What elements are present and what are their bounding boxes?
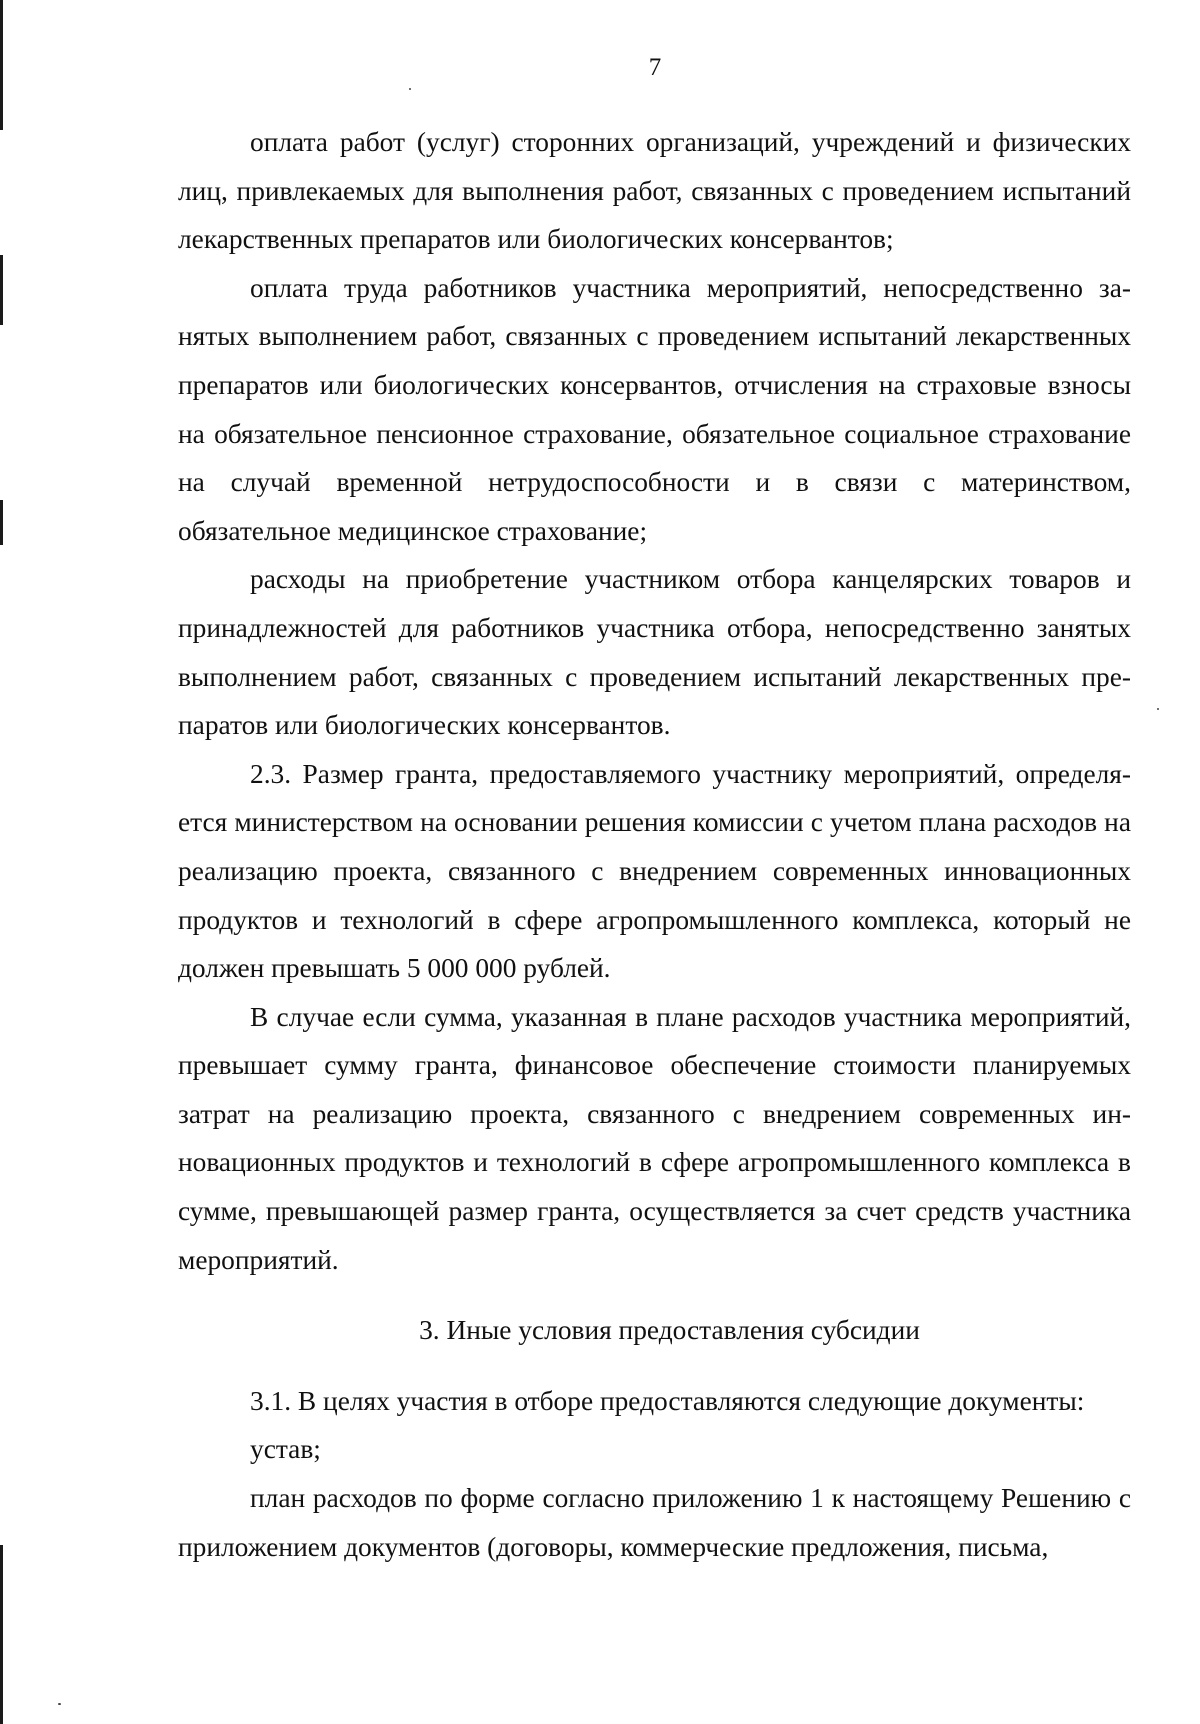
section-heading: 3. Иные условия предоставления субсидии <box>419 1315 920 1346</box>
scan-speck <box>58 1703 61 1705</box>
page-number: 7 <box>648 54 662 81</box>
paragraph: оплата работ (услуг) сторонних организаций, учреждений и физических лиц, привлекаемых для выполнения работ, связанных с проведением испытаний лекарственных препаратов или биологических консервантов; <box>178 127 1131 255</box>
paragraph: устав; <box>250 1434 321 1465</box>
paragraph: расходы на приобретение участником отбора канцелярских товаров и принадлежностей для работников участника отбора, непосредственно занятых выполнением работ, связанных с проведением испытаний лекарственных препаратов или биологических консервантов. <box>178 564 1131 741</box>
scan-edge-mark <box>0 255 3 325</box>
paragraph: план расходов по форме согласно приложению 1 к настоящему Решению с приложением документов (договоры, коммерческие предложения, письма, <box>178 1483 1131 1562</box>
paragraph: В случае если сумма, указанная в плане расходов участника мероприятий, превышает сумму гранта, финансовое обеспечение стоимости планируемых затрат на реализацию проекта, связанного с внедрением современных инновационных продуктов и технологий в сфере агропромышленного комплекса в сумме, превышающей размер гранта, осуществляется за счет средств участника мероприятий. <box>178 1001 1131 1275</box>
scan-speck <box>1157 708 1159 710</box>
scan-speck <box>409 88 411 90</box>
scan-edge-mark <box>0 1545 3 1724</box>
paragraph: 3.1. В целях участия в отборе предоставляются следующие документы: <box>250 1385 1085 1416</box>
paragraph: 2.3. Размер гранта, предоставляемого участнику мероприятий, определяется министерством на основании решения комиссии с учетом плана расходов на реализацию проекта, связанного с внедрением современных инновационных продуктов и технологий в сфере агропромышленного комплекса, который не должен превышать 5 000 000 рублей. <box>178 758 1131 984</box>
document-body <box>178 118 1131 1571</box>
scan-edge-mark <box>0 500 3 545</box>
paragraph: оплата труда работников участника мероприятий, непосредственно занятых выполнением работ, связанных с проведением испытаний лекарственных препаратов или биологических консервантов, отчисления на страховые взносы на обязательное пенсионное страхование, обязательное социальное страхование на случай временной нетрудоспособности и в связи с материнством, обязательное медицинское страхование; <box>178 272 1131 546</box>
